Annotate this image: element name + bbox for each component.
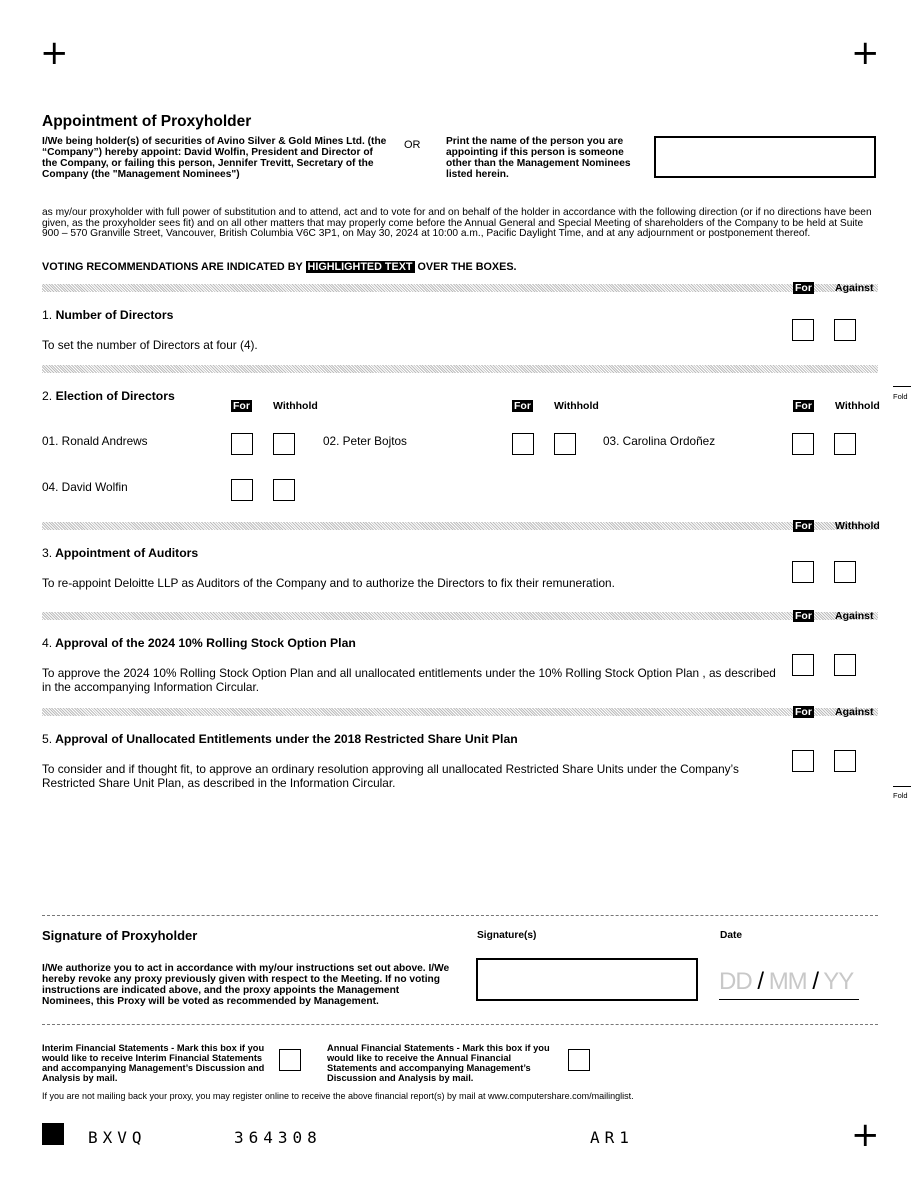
- annual-financial-statements-checkbox[interactable]: [568, 1049, 590, 1071]
- nominee-01-withhold-checkbox[interactable]: [273, 433, 295, 455]
- resolution-5-for-checkbox[interactable]: [792, 750, 814, 772]
- section-band: [42, 522, 878, 530]
- resolution-3-for-checkbox[interactable]: [792, 561, 814, 583]
- appointment-title: Appointment of Proxyholder: [42, 113, 252, 130]
- nominee-03-withhold-checkbox[interactable]: [834, 433, 856, 455]
- voting-note-before: VOTING RECOMMENDATIONS ARE INDICATED BY: [42, 261, 306, 273]
- signature-authorization-text: I/We authorize you to act in accordance with my/our instructions set out above. I/We hereby revoke any proxy previously given with respect to the Meeting. If no voting instructions are indicated above, and the proxy appoints the Management Nominees, this Proxy will be voted as recommended by Management.: [42, 963, 450, 1007]
- nominee-02-for-checkbox[interactable]: [512, 433, 534, 455]
- nominee-col3-withhold-header: Withhold: [835, 400, 880, 412]
- resolution-5-against-checkbox[interactable]: [834, 750, 856, 772]
- fold-label: Fold: [893, 392, 908, 401]
- date-mm-placeholder: MM: [768, 968, 807, 995]
- footer-code-3: AR1: [590, 1128, 634, 1147]
- crop-mark-top-left: +: [40, 33, 69, 73]
- resolution-4-for-checkbox[interactable]: [792, 654, 814, 676]
- date-separator: /: [757, 968, 764, 995]
- section-divider: [42, 915, 878, 916]
- date-field[interactable]: [719, 965, 859, 1000]
- signature-label: Signature(s): [477, 930, 537, 941]
- interim-financial-statements-checkbox[interactable]: [279, 1049, 301, 1071]
- voting-recommendation-note: [42, 261, 517, 273]
- nominee-name: 03. Carolina Ordoñez: [603, 434, 716, 448]
- interim-financial-statements-text: Interim Financial Statements - Mark this box if you would like to receive Interim Financial Statements and accompanying Management’s Discussion and Analysis by mail.: [42, 1043, 265, 1083]
- for-header: For: [795, 282, 812, 294]
- resolution-4-title: 4. Approval of the 2024 10% Rolling Stock Option Plan: [42, 636, 356, 650]
- resolution-5-title: 5. Approval of Unallocated Entitlements under the 2018 Restricted Share Unit Plan: [42, 732, 518, 746]
- for-header: For: [795, 520, 812, 532]
- date-yy-placeholder: YY: [823, 968, 854, 995]
- nominee-name: 04. David Wolfin: [42, 480, 128, 494]
- section-band: [42, 365, 878, 373]
- resolution-4-text: To approve the 2024 10% Rolling Stock Option Plan and all unallocated entitlements under the 10% Rolling Stock Option Plan , as described in the accompanying Information Circular.: [42, 666, 776, 694]
- print-name-instructions: Print the name of the person you are appointing if this person is someone other than the Management Nominees listed herein.: [446, 136, 631, 180]
- proxyholder-name-field[interactable]: [654, 136, 876, 178]
- against-header: Against: [835, 610, 874, 622]
- nominee-04-for-checkbox[interactable]: [231, 479, 253, 501]
- resolution-1-for-checkbox[interactable]: [792, 319, 814, 341]
- resolution-4-against-checkbox[interactable]: [834, 654, 856, 676]
- fold-line: [893, 786, 911, 787]
- voting-note-highlight: HIGHLIGHTED TEXT: [307, 261, 413, 273]
- against-header: Against: [835, 282, 874, 294]
- nominee-name: 02. Peter Bojtos: [323, 434, 407, 448]
- authority-text: as my/our proxyholder with full power of substitution and to attend, act and to vote for and on behalf of the holder in accordance with the following direction (or if no directions have been given, as the proxyholder sees fit) and on all other matters that may properly come before the Annual General and Special Meeting of shareholders of the Company to be held at Suite 900 – 570 Granville Street, Vancouver, British Columbia V6C 3P1, on May 30, 2024 at 10:00 a.m., Pacific Daylight Time, and at any adjournment or postponement thereof.: [42, 207, 872, 239]
- nominee-col2-withhold-header: Withhold: [554, 400, 599, 412]
- or-label: OR: [404, 139, 421, 151]
- signature-field[interactable]: [476, 958, 698, 1001]
- nominee-03-for-checkbox[interactable]: [792, 433, 814, 455]
- crop-mark-top-right: +: [851, 33, 880, 73]
- crop-mark-bottom-right: +: [851, 1115, 880, 1155]
- footer-code-2: 364308: [234, 1128, 322, 1147]
- resolution-1-title: 1. Number of Directors: [42, 308, 174, 322]
- nominee-col3-for-header: For: [795, 400, 812, 412]
- for-header: For: [795, 610, 812, 622]
- resolution-2-title: 2. Election of Directors: [42, 389, 175, 403]
- section-band: [42, 284, 878, 292]
- nominee-col2-for-header: For: [514, 400, 531, 412]
- annual-financial-statements-text: Annual Financial Statements - Mark this box if you would like to receive the Annual Financial Statements and accompanying Management’s Discussion and Analysis by mail.: [327, 1043, 550, 1083]
- nominee-col1-for-header: For: [233, 400, 250, 412]
- signature-title: Signature of Proxyholder: [42, 928, 198, 943]
- date-label: Date: [720, 930, 743, 941]
- appointment-intro: I/We being holder(s) of securities of Avino Silver & Gold Mines Ltd. (the “Company”) hereby appoint: David Wolfin, President and Director of the Company, or failing this person, Jennifer Trevitt, Secretary of the Company (the "Management Nominees"): [42, 136, 387, 180]
- resolution-3-text: To re-appoint Deloitte LLP as Auditors of the Company and to authorize the Directors to fix their remuneration.: [42, 576, 615, 590]
- date-separator: /: [812, 968, 819, 995]
- resolution-1-against-checkbox[interactable]: [834, 319, 856, 341]
- resolution-1-text: To set the number of Directors at four (4).: [42, 338, 258, 352]
- for-header: For: [795, 706, 812, 718]
- section-band: [42, 612, 878, 620]
- fold-line: [893, 386, 911, 387]
- voting-note-after: OVER THE BOXES.: [414, 261, 517, 273]
- nominee-04-withhold-checkbox[interactable]: [273, 479, 295, 501]
- nominee-01-for-checkbox[interactable]: [231, 433, 253, 455]
- against-header: Against: [835, 706, 874, 718]
- resolution-3-title: 3. Appointment of Auditors: [42, 546, 199, 560]
- resolution-3-withhold-checkbox[interactable]: [834, 561, 856, 583]
- date-dd-placeholder: DD: [719, 968, 752, 995]
- fold-label: Fold: [893, 791, 908, 800]
- nominee-col1-withhold-header: Withhold: [273, 400, 318, 412]
- resolution-5-text: To consider and if thought fit, to approve an ordinary resolution approving all unallocated Restricted Share Units under the Company’s Restricted Share Unit Plan, as described in the Information Circular.: [42, 762, 739, 790]
- section-divider: [42, 1024, 878, 1025]
- withhold-header: Withhold: [835, 520, 880, 532]
- nominee-02-withhold-checkbox[interactable]: [554, 433, 576, 455]
- nominee-name: 01. Ronald Andrews: [42, 434, 148, 448]
- section-band: [42, 708, 878, 716]
- footer-code-1: BXVQ: [88, 1128, 147, 1147]
- registration-mark: [42, 1123, 64, 1145]
- online-registration-note: If you are not mailing back your proxy, you may register online to receive the above financial report(s) by mail at www.computershare.com/mailinglist.: [42, 1091, 634, 1101]
